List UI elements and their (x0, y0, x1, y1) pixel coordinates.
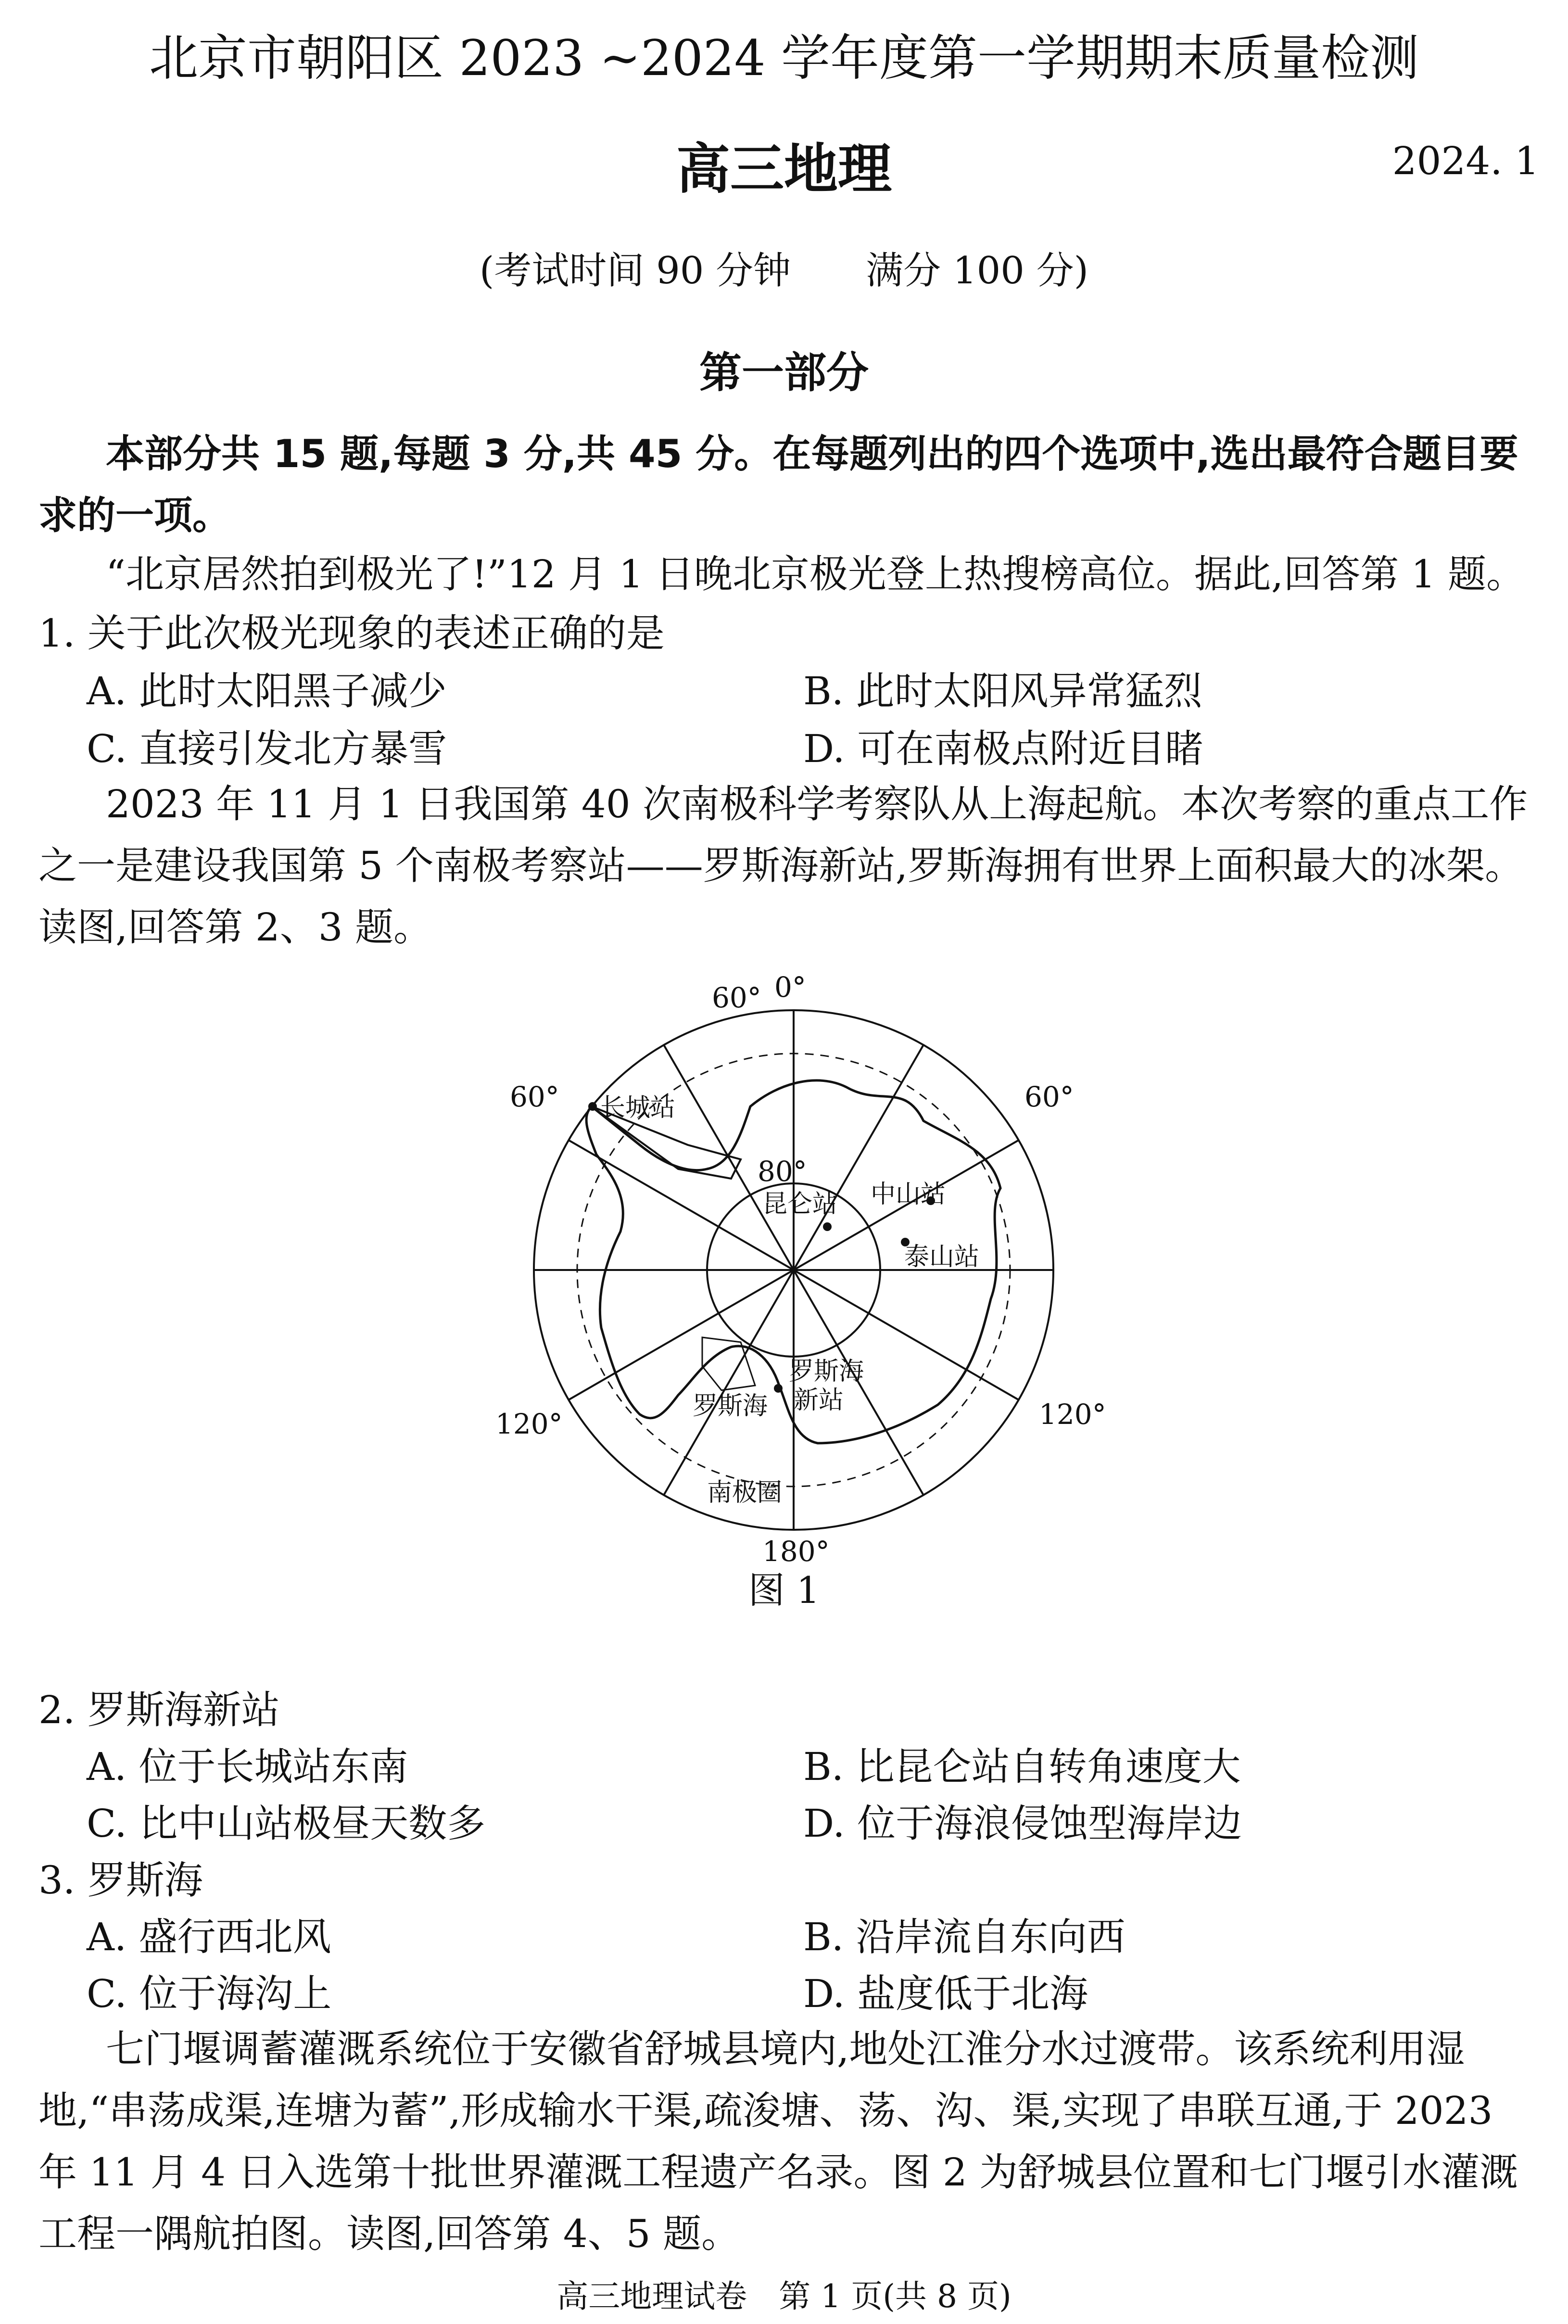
page-footer: 高三地理试卷 第 1 页(共 8 页) (556, 2278, 1012, 2315)
changcheng-station-dot (588, 1102, 597, 1111)
exam-date: 2024. 1 (1392, 139, 1539, 183)
section-title: 第一部分 (699, 348, 869, 397)
q3-option-d: D. 盐度低于北海 (803, 1971, 1088, 2016)
antarctica-map (481, 962, 1106, 1587)
exam-info: (考试时间 90 分钟 满分 100 分) (479, 249, 1089, 292)
label-lon-120-left: 120° (495, 1408, 563, 1440)
label-lon-0: 0° (774, 971, 806, 1003)
instructions: 本部分共 15 题,每题 3 分,共 45 分。在每题列出的四个选项中,选出最符合题目要求的一项。 (38, 432, 1518, 538)
exam-title: 北京市朝阳区 2023 ~2024 学年度第一学期期末质量检测 (149, 30, 1419, 87)
label-lon-60-right: 60° (1024, 1080, 1074, 1113)
label-lon-60-left: 60° (510, 1080, 559, 1113)
q1-option-c: C. 直接引发北方暴雪 (87, 726, 447, 771)
q1-option-b: B. 此时太阳风异常猛烈 (803, 669, 1202, 713)
q3-stem: 3. 罗斯海 (38, 1858, 203, 1903)
q2-option-c: C. 比中山站极昼天数多 (87, 1801, 486, 1846)
q1-option-d: D. 可在南极点附近目睹 (803, 726, 1204, 771)
label-zhongshan: 中山站 (871, 1180, 946, 1209)
q1-stem: 1. 关于此次极光现象的表述正确的是 (38, 611, 665, 656)
q3-option-a: A. 盛行西北风 (87, 1915, 331, 1959)
label-lat-80: 80° (758, 1155, 807, 1188)
label-changcheng: 长城站 (600, 1093, 676, 1122)
intro-q1: “北京居然拍到极光了!”12 月 1 日晚北京极光登上热搜榜高位。据此,回答第 1 题。 (106, 552, 1525, 597)
q3-option-b: B. 沿岸流自东向西 (803, 1915, 1125, 1959)
label-lon-120-right: 120° (1039, 1398, 1106, 1431)
figure-1-caption: 图 1 (748, 1569, 820, 1612)
subject-title: 高三地理 (676, 138, 892, 201)
q2-stem: 2. 罗斯海新站 (38, 1688, 280, 1732)
label-taishan: 泰山站 (904, 1243, 980, 1271)
label-lon-60-top: 60° (712, 981, 761, 1014)
rossnew-station-dot (774, 1384, 783, 1393)
label-rossnew-2: 新站 (794, 1386, 844, 1415)
intro-q2-q3: 2023 年 11 月 1 日我国第 40 次南极科学考察队从上海起航。本次考察的重点工作之一是建设我国第 5 个南极考察站——罗斯海新站,罗斯海拥有世界上面积最大的冰架。读图,回答第 2、3 题。 (38, 782, 1528, 950)
kunlun-station-dot (823, 1222, 832, 1231)
label-lon-180: 180° (762, 1535, 830, 1568)
q1-option-a: A. 此时太阳黑子减少 (87, 669, 447, 713)
label-ross-sea: 罗斯海 (693, 1392, 768, 1421)
label-rossnew-1: 罗斯海 (789, 1357, 864, 1386)
q3-option-c: C. 位于海沟上 (87, 1971, 332, 2016)
q2-option-b: B. 比昆仑站自转角速度大 (803, 1744, 1241, 1789)
q2-option-d: D. 位于海浪侵蚀型海岸边 (803, 1801, 1242, 1846)
intro-q4-q5: 七门堰调蓄灌溉系统位于安徽省舒城县境内,地处江淮分水过渡带。该系统利用湿地,“串荡成渠,连塘为蓄”,形成输水干渠,疏浚塘、荡、沟、渠,实现了串联互通,于 2023 年 11 月 4 日入选第十批世界灌溉工程遗产名录。图 2 为舒城县位置和七门堰引水灌溉工程一隅航拍图。读图,回答第 4、5 题。 (38, 2027, 1518, 2256)
q2-option-a: A. 位于长城站东南 (87, 1744, 408, 1789)
label-antarctic-circle: 南极圈 (707, 1478, 783, 1507)
label-kunlun: 昆仑站 (762, 1190, 838, 1219)
